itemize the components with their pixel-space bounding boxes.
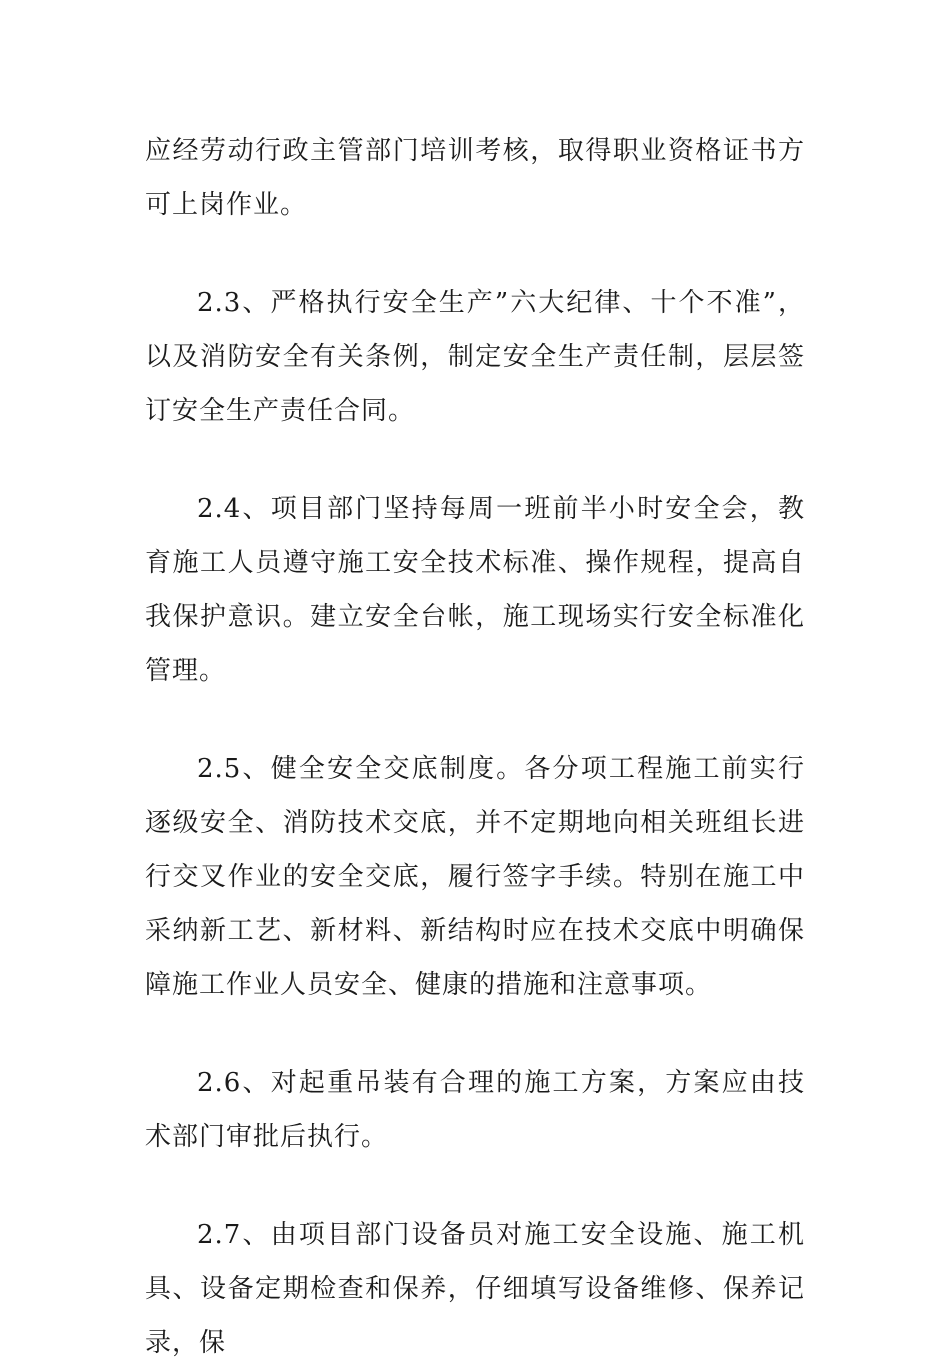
paragraph-2-3: 2.3、严格执行安全生产”六大纪律、十个不准”，以及消防安全有关条例，制定安全生产责任制，层层签订安全生产责任合同。 [145,288,805,426]
paragraph-2-6: 2.6、对起重吊装有合理的施工方案，方案应由技术部门审批后执行。 [145,1068,805,1152]
document-body [145,124,805,1370]
paragraph-gap [145,698,805,742]
paragraph-2-4: 2.4、项目部门坚持每周一班前半小时安全会，教育施工人员遵守施工安全技术标准、操作规程，提高自我保护意识。建立安全台帐，施工现场实行安全标准化管理。 [145,494,805,686]
paragraph-gap [145,232,805,276]
paragraph-2-7: 2.7、由项目部门设备员对施工安全设施、施工机具、设备定期检查和保养，仔细填写设备维修、保养记录，保 [145,1220,805,1358]
paragraph-gap [145,1012,805,1056]
paragraph-2-5: 2.5、健全安全交底制度。各分项工程施工前实行逐级安全、消防技术交底，并不定期地向相关班组长进行交叉作业的安全交底，履行签字手续。特别在施工中采纳新工艺、新材料、新结构时应在技术交底中明确保障施工作业人员安全、健康的措施和注意事项。 [145,754,805,1000]
paragraph-gap [145,1164,805,1208]
paragraph-gap [145,438,805,482]
paragraph-continuation: 应经劳动行政主管部门培训考核，取得职业资格证书方可上岗作业。 [145,136,805,220]
